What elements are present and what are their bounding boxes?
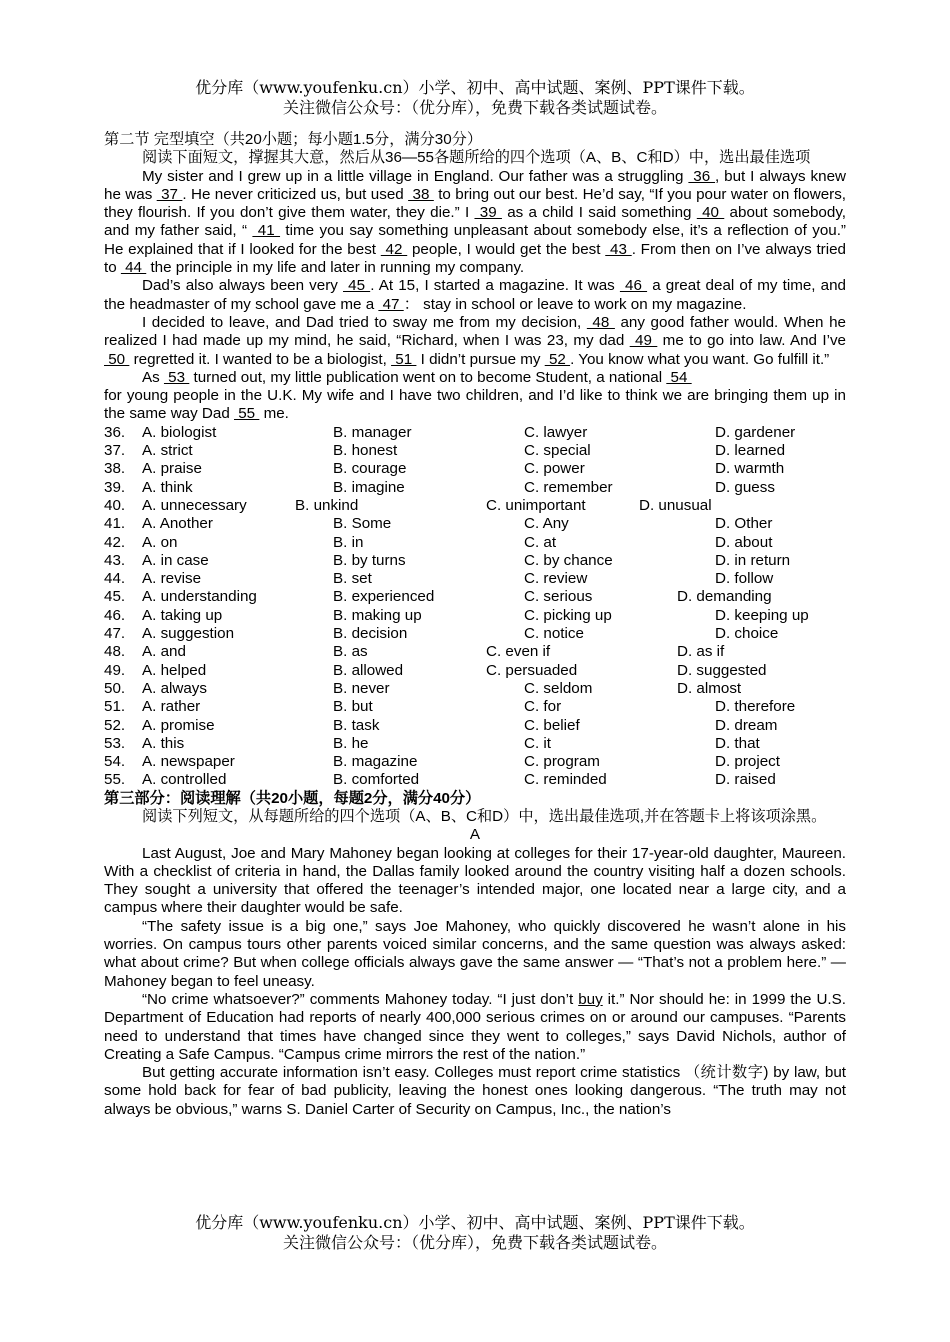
option-d: D. warmth <box>715 460 785 478</box>
question-number: 43. <box>104 551 126 569</box>
option-a: A. and <box>142 643 186 661</box>
page-footer <box>0 1213 950 1253</box>
blank-37: 37 <box>156 185 183 203</box>
option-c: C. review <box>524 570 588 588</box>
option-b: B. he <box>333 734 369 752</box>
section2-instruction: 阅读下面短文，撑握其大意，然后从36—55各题所给的四个选项（A、B、C和D）中，选出最佳选项 <box>142 149 811 167</box>
underlined-word: buy <box>578 990 603 1008</box>
text: . From then on I’ve always tried to <box>104 240 846 277</box>
text: as a child I said something <box>501 204 697 222</box>
option-a: A. praise <box>142 460 202 478</box>
option-a: A. rather <box>142 698 201 716</box>
question-number: 52. <box>104 716 126 734</box>
option-d: D. gardener <box>715 423 796 441</box>
option-row <box>104 662 846 680</box>
question-number: 36. <box>104 423 126 441</box>
question-number: 44. <box>104 570 126 588</box>
option-row <box>104 680 846 698</box>
text: people, I would get the best <box>407 240 606 258</box>
question-number: 37. <box>104 442 126 460</box>
section3-instruction: 阅读下列短文，从每题所给的四个选项（A、B、C和D）中，选出最佳选项,并在答题卡上将该项涂黑。 <box>142 807 827 825</box>
text: for young people in the U.K. My wife and I have two children, and I’d like to think we are bringing them up in the same way Dad <box>104 387 846 423</box>
option-d: D. as if <box>677 643 725 661</box>
option-b: B. making up <box>333 606 422 624</box>
option-a: A. strict <box>142 442 193 460</box>
option-b: B. never <box>333 679 390 697</box>
option-row <box>104 515 846 533</box>
option-c: C. for <box>524 698 562 716</box>
text: me. <box>259 405 289 423</box>
blank-54: 54 <box>666 368 692 386</box>
header-line-1: 优分库（www.youfenku.cn）小学、初中、高中试题、案例、PPT课件下载。 <box>195 78 755 97</box>
option-c: C. it <box>524 734 552 752</box>
option-a: A. biologist <box>142 423 217 441</box>
header-line-2: 关注微信公众号：（优分库），免费下载各类试题试卷。 <box>282 98 667 117</box>
footer-line-1: 优分库（www.youfenku.cn）小学、初中、高中试题、案例、PPT课件下载。 <box>195 1213 755 1232</box>
option-d: D. in return <box>715 551 791 569</box>
exam-content <box>104 131 846 1119</box>
option-row <box>104 698 846 716</box>
option-a: A. this <box>142 734 185 752</box>
option-row <box>104 552 846 570</box>
text: a great deal of my time, and the headmaster of my school gave me a <box>104 277 846 313</box>
text: about somebody, and my father said, “ <box>104 204 846 240</box>
option-c: C. serious <box>524 588 593 606</box>
option-b: B. decision <box>333 625 408 643</box>
question-number: 38. <box>104 460 126 478</box>
reading-paragraph-3 <box>104 991 846 1064</box>
option-c: C. reminded <box>524 771 607 789</box>
question-number: 39. <box>104 478 126 496</box>
blank-50: 50 <box>104 350 130 368</box>
blank-52: 52 <box>544 350 571 368</box>
option-row <box>104 771 846 789</box>
blank-45: 45 <box>343 277 371 295</box>
option-c: C. program <box>524 753 600 771</box>
cloze-paragraph-1 <box>104 168 846 278</box>
option-d: D. follow <box>715 570 774 588</box>
question-number: 45. <box>104 588 126 606</box>
cloze-paragraph-3 <box>104 314 846 369</box>
option-b: B. task <box>333 716 380 734</box>
option-row <box>104 735 846 753</box>
question-number: 41. <box>104 515 126 533</box>
cloze-paragraph-2 <box>104 277 846 314</box>
option-c: C. by chance <box>524 551 613 569</box>
reading-paragraph-2: “The safety issue is a big one,” says Joe Mahoney, who quickly discovered he wasn’t alone in his worries. On campus tours other parents voiced similar concerns, and the same question was always asked: what about crime? But when college officials always gave the same answer — “That’s not a problem here.” — Mahoney began to feel uneasy. <box>104 917 846 990</box>
option-c: C. picking up <box>524 606 612 624</box>
option-a: A. taking up <box>142 606 223 624</box>
text: me to go into law. And I’ve <box>657 332 847 350</box>
option-b: B. allowed <box>333 661 404 679</box>
option-d: D. project <box>715 753 780 771</box>
option-d: D. raised <box>715 771 776 789</box>
option-a: A. helped <box>142 661 207 679</box>
section2-title: 第二节 完型填空（共20小题；每小题1.5分，满分30分） <box>104 131 483 148</box>
question-number: 54. <box>104 753 126 771</box>
passage-label: A <box>469 826 481 844</box>
option-c: C. unimportant <box>486 496 586 514</box>
option-d: D. dream <box>715 716 778 734</box>
option-c: C. Any <box>524 515 569 533</box>
option-a: A. understanding <box>142 588 257 606</box>
option-b: B. set <box>333 570 372 588</box>
option-b: B. courage <box>333 460 407 478</box>
question-number: 42. <box>104 533 126 551</box>
option-d: D. guess <box>715 478 775 496</box>
cloze-paragraph-4 <box>104 369 846 387</box>
option-c: C. remember <box>524 478 613 496</box>
blank-44: 44 <box>120 259 147 277</box>
text: regretted it. I wanted to be a biologist, <box>129 350 392 368</box>
text: it.” Nor should he: in 1999 the U.S. Department of Education had reports of nearly 400,000 serious crimes on or around our campuses. “Parents need to understand that times have changed since they went to colleges,” says David Nichols, author of Creating a Safe Campus. “Campus crime mirrors the rest of the nation.” <box>104 990 846 1063</box>
option-c: C. notice <box>524 625 584 643</box>
option-row <box>104 570 846 588</box>
option-d: D. demanding <box>677 588 772 606</box>
text: As <box>142 368 164 386</box>
question-number: 46. <box>104 606 126 624</box>
option-row <box>104 588 846 606</box>
question-number: 47. <box>104 625 126 643</box>
option-d: D. that <box>715 734 760 752</box>
option-c: C. persuaded <box>486 661 578 679</box>
option-a: A. in case <box>142 551 209 569</box>
option-row <box>104 607 846 625</box>
option-d: D. almost <box>677 679 742 697</box>
option-a: A. promise <box>142 716 215 734</box>
question-number: 40. <box>104 496 126 514</box>
blank-49: 49 <box>629 332 658 350</box>
option-c: C. even if <box>486 643 551 661</box>
text: . At 15, I started a magazine. It was <box>370 277 620 295</box>
question-number: 51. <box>104 698 126 716</box>
blank-41: 41 <box>252 222 281 240</box>
option-a: A. revise <box>142 570 202 588</box>
option-row <box>104 643 846 661</box>
option-b: B. imagine <box>333 478 405 496</box>
footer-line-2: 关注微信公众号：（优分库），免费下载各类试题试卷。 <box>282 1233 667 1252</box>
option-a: A. newspaper <box>142 753 235 771</box>
option-a: A. controlled <box>142 771 227 789</box>
option-b: B. manager <box>333 423 412 441</box>
option-row <box>104 497 846 515</box>
reading-paragraph-4: But getting accurate information isn’t easy. Colleges must report crime statistics （统计数字) by law, but some hold back for fear of bad publicity, leaving the honest ones looking dangerous. “The truth may not always be obvious,” warns S. Daniel Carter of Security on Campus, Inc., the nation’s <box>104 1064 846 1118</box>
option-c: C. belief <box>524 716 580 734</box>
option-a: A. unnecessary <box>142 496 247 514</box>
option-a: A. Another <box>142 515 213 533</box>
option-c: C. at <box>524 533 557 551</box>
option-b: B. Some <box>333 515 392 533</box>
section3-title: 第三部分：阅读理解（共20小题，每题2分，满分40分） <box>104 789 481 807</box>
option-b: B. unkind <box>295 496 359 514</box>
text: . You know what you want. Go fulfill it.” <box>570 350 830 368</box>
text: ： stay in school or leave to work on my magazine. <box>403 295 747 313</box>
blank-47: 47 <box>378 295 404 313</box>
option-b: B. magazine <box>333 753 418 771</box>
option-d: D. choice <box>715 625 779 643</box>
blank-53: 53 <box>163 368 190 386</box>
option-row <box>104 479 846 497</box>
option-a: A. always <box>142 679 207 697</box>
option-row <box>104 753 846 771</box>
option-c: C. lawyer <box>524 423 588 441</box>
text: to bring out our best. He’d say, “If you pour water on flowers, they flourish. If you don’t give them water, they die.” I <box>104 185 847 222</box>
blank-51: 51 <box>391 350 417 368</box>
question-number: 53. <box>104 734 126 752</box>
reading-paragraph-1: Last August, Joe and Mary Mahoney began looking at colleges for their 17-year-old daughter, Maureen. With a checklist of criteria in hand, the Dallas family looked around the country visiting half a dozen schools. They sought a university that offered the teenager’s intended major, one located near a large city, and a campus where their daughter would be safe. <box>104 844 846 917</box>
option-c: C. special <box>524 442 591 460</box>
text: . He never criticized us, but used <box>182 185 409 203</box>
option-c: C. seldom <box>524 679 593 697</box>
option-d: D. therefore <box>715 698 796 716</box>
blank-40: 40 <box>696 204 725 222</box>
blank-55: 55 <box>234 405 260 423</box>
text: the principle in my life and later in running my company. <box>146 259 525 277</box>
blank-36: 36 <box>688 167 716 185</box>
option-row <box>104 424 846 442</box>
question-number: 55. <box>104 771 126 789</box>
option-d: D. Other <box>715 515 773 533</box>
option-a: A. think <box>142 478 193 496</box>
option-a: A. suggestion <box>142 625 235 643</box>
cloze-paragraph-4-cont <box>104 387 846 424</box>
blank-42: 42 <box>380 240 408 258</box>
blank-43: 43 <box>605 240 632 258</box>
text: time you say something unpleasant about somebody else, it’s a reflection of you.” He explained that if I looked for the best <box>104 222 846 258</box>
option-row <box>104 717 846 735</box>
text: any good father would. When he realized I had made up my mind, he said, “Richard, when I was 23, my dad <box>104 313 846 350</box>
blank-39: 39 <box>474 204 502 222</box>
question-number: 48. <box>104 643 126 661</box>
option-b: B. by turns <box>333 551 406 569</box>
option-d: D. suggested <box>677 661 767 679</box>
page-header <box>0 78 950 118</box>
option-row <box>104 534 846 552</box>
option-b: B. in <box>333 533 364 551</box>
text: I decided to leave, and Dad tried to sway me from my decision, <box>142 313 587 331</box>
option-b: B. honest <box>333 442 398 460</box>
text: My sister and I grew up in a little village in England. Our father was a struggling <box>142 167 689 185</box>
option-c: C. power <box>524 460 585 478</box>
text: turned out, my little publication went on to become Student, a national <box>189 368 667 386</box>
option-list <box>104 424 846 790</box>
option-b: B. experienced <box>333 588 435 606</box>
text: I didn’t pursue my <box>416 350 545 368</box>
blank-48: 48 <box>586 313 615 331</box>
option-row <box>104 625 846 643</box>
text: Dad’s also always been very <box>142 277 344 295</box>
question-number: 50. <box>104 679 126 697</box>
option-row <box>104 460 846 478</box>
option-b: B. but <box>333 698 373 716</box>
question-number: 49. <box>104 661 126 679</box>
option-b: B. as <box>333 643 368 661</box>
option-d: D. unusual <box>639 496 712 514</box>
option-d: D. keeping up <box>715 606 809 624</box>
text: “No crime whatsoever?” comments Mahoney today. “I just don’t <box>142 990 579 1008</box>
text: , but I always knew he was <box>104 167 846 203</box>
blank-38: 38 <box>408 185 434 203</box>
option-d: D. about <box>715 533 773 551</box>
option-b: B. comforted <box>333 771 420 789</box>
option-d: D. learned <box>715 442 786 460</box>
option-row <box>104 442 846 460</box>
blank-46: 46 <box>619 277 648 295</box>
option-a: A. on <box>142 533 178 551</box>
